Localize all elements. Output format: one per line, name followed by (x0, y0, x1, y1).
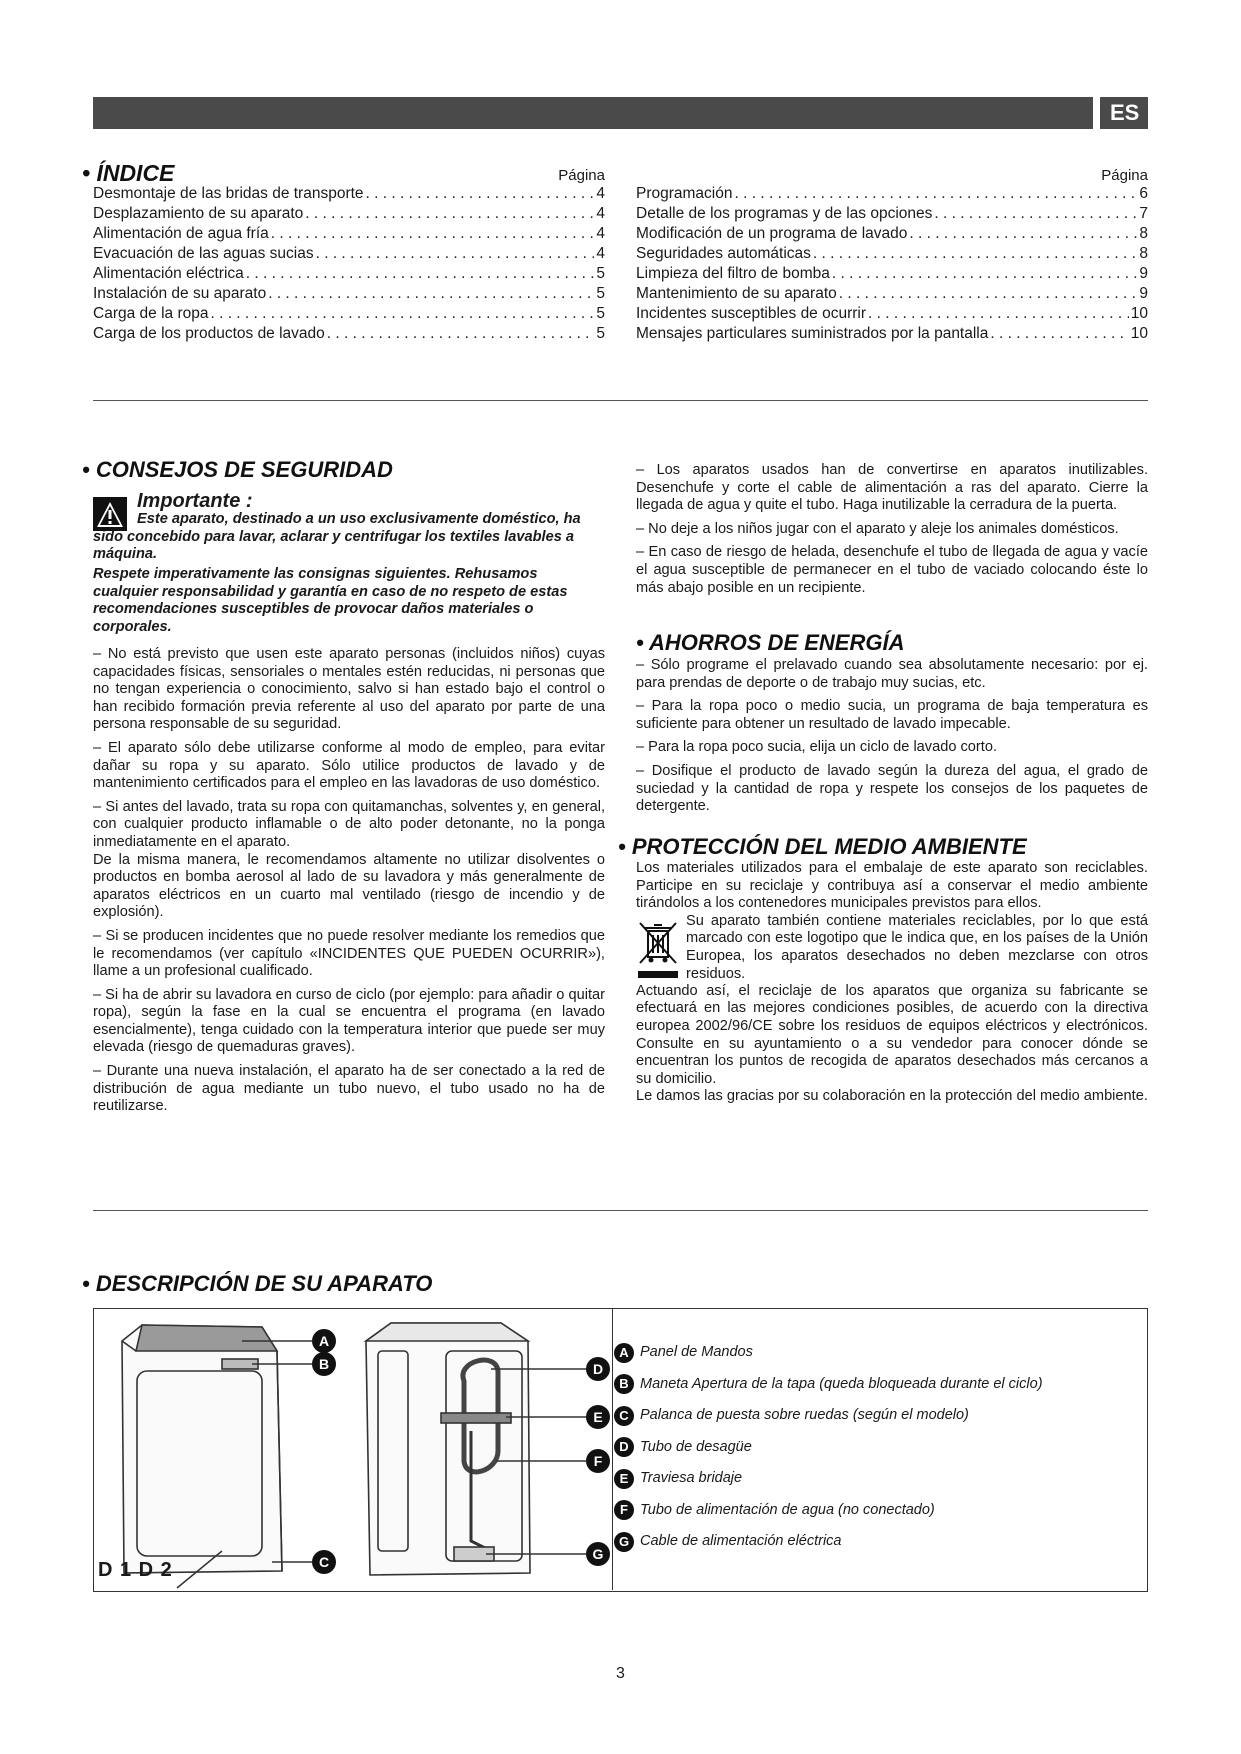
index-entry-page: 10 (1130, 305, 1148, 322)
safety-left-column (93, 646, 605, 1122)
index-entry (93, 184, 605, 204)
index-entry (93, 304, 605, 324)
weee-block (636, 913, 1148, 983)
safety-paragraph: De la misma manera, le recomendamos altamente no utilizar disolventes o productos en bomba aerosol al lado de su lavadora y más generalmente de aparatos eléctricos en un cuarto mal ventilado (riesgo de incendio y de explosión). (93, 851, 605, 921)
important-title: Importante : (137, 490, 253, 512)
index-entry-label: Instalación de su aparato (93, 285, 267, 302)
callout-e: E (593, 1409, 603, 1425)
callout-g: G (592, 1546, 604, 1562)
index-leader-dots (839, 284, 1138, 304)
legend-item (614, 1400, 1144, 1432)
index-entry-label: Limpieza del filtro de bomba (636, 265, 830, 282)
callout-c: C (318, 1554, 330, 1570)
safety-paragraph: – No está previsto que usen este aparato personas (incluidos niños) cuyas capacidades físicas, sensoriales o mentales estén reducidas, ni personas que no tengan experiencia o conocimiento, salvo si han estado bajo el control o han recibido formación previa referente al uso del aparato por parte de una persona responsable de su seguridad. (93, 646, 605, 733)
legend-item (614, 1526, 1144, 1558)
index-leader-dots (813, 244, 1137, 264)
safety-paragraph: – Durante una nueva instalación, el aparato ha de ser conectado a la red de distribución de agua mediante un tubo nuevo, el tubo usado no ha de reutilizarse. (93, 1063, 605, 1115)
index-entry (636, 244, 1148, 264)
energy-paragraph: – Sólo programe el prelavado cuando sea absolutamente necesario: por ej. para prendas de deporte o de trabajo muy sucias, etc. (636, 657, 1148, 691)
appliance-figure (93, 1308, 1148, 1592)
environment-paragraph: Los materiales utilizados para el embalaje de este aparato son reciclables. Participe en su reciclaje y contribuya así a conservar el medio ambiente tirándolos a los contenedores municipales previstos para ellos. (636, 860, 1148, 912)
safety-paragraph: – Los aparatos usados han de convertirse en aparatos inutilizables. Desenchufe y corte el cable de alimentación a ras del aparato. Cierre la llegada de agua y quite el tubo. Haga inutilizable la cerradura de la puerta. (636, 462, 1148, 514)
index-entry (636, 264, 1148, 284)
index-entry (636, 304, 1148, 324)
legend-key-badge: A (614, 1343, 634, 1363)
index-entry-page: 4 (596, 225, 605, 242)
legend-item (614, 1495, 1144, 1527)
index-entry (93, 204, 605, 224)
index-entry (636, 204, 1148, 224)
index-entry (93, 284, 605, 304)
index-entry-label: Seguridades automáticas (636, 245, 811, 262)
safety-paragraph: – El aparato sólo debe utilizarse conforme al modo de empleo, para evitar dañar su ropa y su aparato. Sólo utilice productos de lavado y de mantenimiento certificados para el empleo en las lavadoras de uso doméstico. (93, 739, 605, 792)
legend-label: Cable de alimentación eléctrica (640, 1533, 842, 1549)
divider (93, 400, 1148, 401)
legend-key-badge: G (614, 1532, 634, 1552)
environment-paragraph: Le damos las gracias por su colaboración en la protección del medio ambiente. (636, 1088, 1148, 1105)
index-leader-dots (271, 224, 595, 244)
safety-paragraph: – En caso de riesgo de helada, desenchufe el tubo de llegada de agua y vacíe el agua susceptible de permanecer en el tubo de vaciado colocando éste lo más abajo posible en un recipiente. (636, 544, 1148, 596)
index-leader-dots (316, 244, 595, 264)
description-title: • DESCRIPCIÓN DE SU APARATO (82, 1271, 433, 1296)
index-leader-dots (210, 304, 594, 324)
safety-paragraph: – No deje a los niños jugar con el aparato y aleje los animales domésticos. (636, 520, 1119, 537)
index-entry-page: 4 (596, 185, 605, 202)
index-right-list (636, 184, 1148, 344)
legend-list (614, 1337, 1144, 1558)
legend-item (614, 1463, 1144, 1495)
index-title: • ÍNDICE (82, 160, 175, 186)
index-entry (93, 324, 605, 344)
index-leader-dots (366, 184, 595, 204)
index-entry-page: 10 (1130, 325, 1148, 342)
index-entry (636, 184, 1148, 204)
energy-paragraph: – Para la ropa poco o medio sucia, un programa de baja temperatura es suficiente para obtener un resultado de lavado impecable. (636, 698, 1148, 732)
index-leader-dots (305, 204, 594, 224)
index-leader-dots (909, 224, 1137, 244)
index-entry-page: 5 (596, 285, 605, 302)
legend-label: Tubo de desagüe (640, 1438, 752, 1455)
environment-paragraph: Su aparato también contiene materiales reciclables, por lo que está marcado con este logotipo que le indica que, en los países de la Unión Europea, los aparatos desechados no deben mezclarse con otros residuos. (686, 912, 1148, 982)
callout-d: D (592, 1361, 604, 1377)
divider (93, 1210, 1148, 1211)
index-entry (636, 284, 1148, 304)
legend-label: Panel de Mandos (640, 1344, 753, 1360)
legend-key-badge: B (614, 1374, 634, 1394)
legend-label: Maneta Apertura de la tapa (queda bloqueada durante el ciclo) (640, 1375, 1043, 1392)
index-entry-label: Carga de la ropa (93, 305, 209, 322)
index-leader-dots (268, 284, 594, 304)
energy-title: • AHORROS DE ENERGÍA (636, 630, 905, 655)
model-label: D 1 D 2 (98, 1559, 173, 1581)
environment-paragraph: Actuando así, el reciclaje de los aparatos que organiza su fabricante se efectuará en las mejores condiciones posibles, de acuerdo con la directiva europea 2002/96/CE sobre los residuos de equipos eléctricos y electrónicos. Consulte en su ayuntamiento o a su vendedor para conocer dónde se encuentran los puntos de recogida de aparatos desechados más cercanos a su domicilio. (636, 982, 1148, 1087)
index-entry-label: Detalle de los programas y de las opciones (636, 205, 933, 222)
page-number: 3 (616, 1665, 625, 1682)
legend-key-badge: D (614, 1437, 634, 1457)
index-entry-page: 9 (1139, 285, 1148, 302)
safety-paragraph: – Si se producen incidentes que no puede resolver mediante los remedios que le recomendamos (ver capítulo «INCIDENTES QUE PUEDEN OCURRIR»), llame a un profesional cualificado. (93, 927, 605, 980)
index-entry (93, 224, 605, 244)
legend-label: Palanca de puesta sobre ruedas (según el modelo) (640, 1407, 969, 1423)
index-left-list (93, 184, 605, 344)
safety-right-column (636, 462, 1148, 603)
important-text-2: Respete imperativamente las consignas siguientes. Rehusamos cualquier responsabilidad y garantía en caso de no respeto de estas recomendaciones susceptibles de provocar daños materiales o corporales. (93, 566, 568, 635)
legend-label: Traviesa bridaje (640, 1470, 743, 1486)
page-label-left: Página (558, 167, 605, 184)
figure-divider (612, 1309, 613, 1590)
index-entry (93, 244, 605, 264)
energy-column (636, 657, 1148, 822)
index-entry-page: 5 (596, 325, 605, 342)
index-entry-page: 5 (596, 305, 605, 322)
callout-f: F (593, 1453, 603, 1469)
legend-item (614, 1337, 1144, 1369)
index-entry-label: Alimentación eléctrica (93, 265, 244, 282)
legend-item (614, 1432, 1144, 1464)
environment-title: • PROTECCIÓN DEL MEDIO AMBIENTE (618, 834, 1027, 859)
index-entry (636, 224, 1148, 244)
index-entry-label: Alimentación de agua fría (93, 225, 269, 242)
index-leader-dots (246, 264, 595, 284)
index-entry-label: Modificación de un programa de lavado (636, 225, 908, 242)
index-entry-label: Desplazamiento de su aparato (93, 205, 304, 222)
index-entry-label: Desmontaje de las bridas de transporte (93, 185, 364, 202)
index-entry-page: 8 (1139, 245, 1148, 262)
index-entry (636, 324, 1148, 344)
index-leader-dots (832, 264, 1138, 284)
legend-label: Tubo de alimentación de agua (no conectado) (640, 1501, 935, 1518)
index-entry-label: Incidentes susceptibles de ocurrir (636, 305, 867, 322)
safety-paragraph: – Si antes del lavado, trata su ropa con quitamanchas, solventes y, en general, con cualquier producto inflamable o de alto poder detonante, no la ponga inmediatamente en el aparato. (93, 798, 605, 850)
legend-key-badge: F (614, 1500, 634, 1520)
environment-column (636, 860, 1148, 1106)
index-entry-label: Evacuación de las aguas sucias (93, 245, 314, 262)
index-leader-dots (934, 204, 1137, 224)
callout-b: B (318, 1356, 330, 1372)
index-entry-label: Programación (636, 185, 733, 202)
index-entry-label: Carga de los productos de lavado (93, 325, 325, 342)
index-entry-label: Mantenimiento de su aparato (636, 285, 837, 302)
legend-key-badge: C (614, 1406, 634, 1426)
legend-item (614, 1369, 1144, 1401)
index-entry-page: 9 (1139, 265, 1148, 282)
language-tab: ES (1100, 97, 1148, 129)
legend-key-badge: E (614, 1469, 634, 1489)
index-leader-dots (868, 304, 1129, 324)
index-entry-page: 6 (1139, 185, 1148, 202)
safety-title: • CONSEJOS DE SEGURIDAD (82, 457, 393, 482)
index-leader-dots (990, 324, 1128, 344)
page-label-right: Página (1101, 167, 1148, 184)
important-text-1: Este aparato, destinado a un uso exclusivamente doméstico, ha sido concebido para lavar, aclarar y centrifugar los textiles lavables a máquina. (93, 511, 581, 563)
energy-paragraph: – Para la ropa poco sucia, elija un ciclo de lavado corto. (636, 739, 998, 756)
index-leader-dots (327, 324, 595, 344)
weee-bin-icon (636, 917, 680, 979)
index-leader-dots (735, 184, 1138, 204)
header-bar (93, 97, 1093, 129)
callout-a: A (318, 1333, 330, 1349)
index-entry-page: 5 (596, 265, 605, 282)
index-entry-label: Mensajes particulares suministrados por la pantalla (636, 325, 989, 342)
index-entry (93, 264, 605, 284)
index-entry-page: 7 (1139, 205, 1148, 222)
index-entry-page: 4 (596, 205, 605, 222)
index-entry-page: 8 (1139, 225, 1148, 242)
index-entry-page: 4 (596, 245, 605, 262)
safety-paragraph: – Si ha de abrir su lavadora en curso de ciclo (por ejemplo: para añadir o quitar ropa), según la fase en la cual se encuentra el programa (en lavado esencialmente), tenga cuidado con la temperatura interior que puede ser muy elevada (riesgo de quemaduras graves). (93, 986, 605, 1056)
energy-paragraph: – Dosifique el producto de lavado según la dureza del agua, el grado de suciedad y la cantidad de ropa y respete los consejos de los paquetes de detergente. (636, 762, 1148, 815)
